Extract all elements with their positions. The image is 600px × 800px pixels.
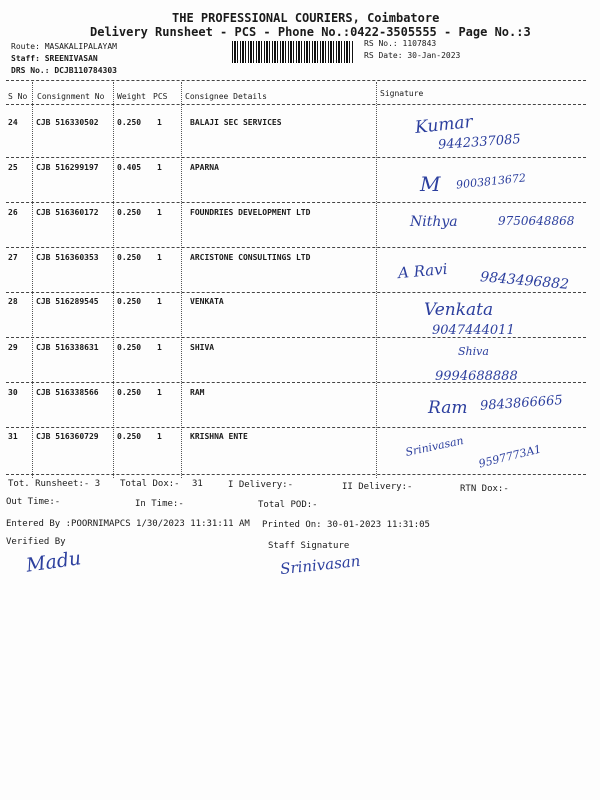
row-rule <box>6 427 586 428</box>
signature-phone-27: 9843496882 <box>479 269 570 293</box>
col-header-signature: Signature <box>380 89 424 98</box>
signature-phone-28: 9047444011 <box>432 323 515 338</box>
signature-phone-29: 9994688888 <box>435 369 518 384</box>
verified-signature: Madu <box>24 547 83 577</box>
signature-phone-31: 9597773A1 <box>477 442 543 471</box>
col-header-consignment: Consignment No <box>37 92 105 101</box>
col-header-consignee: Consignee Details <box>185 92 267 101</box>
staff-signature-label: Staff Signature <box>268 541 350 551</box>
total-pod: Total POD:- <box>258 500 318 510</box>
header-top-rule <box>6 80 586 81</box>
signature-row-31: Srinivasan <box>404 434 465 459</box>
row-sno: 24 <box>8 118 18 127</box>
table-row <box>0 343 600 357</box>
row-weight: 0.250 <box>117 118 142 127</box>
row-rule <box>6 157 586 158</box>
row-sno: 25 <box>8 163 18 172</box>
signature-row-30: Ram <box>428 398 468 418</box>
col-divider <box>376 82 377 478</box>
row-consignment: CJB 516338631 <box>36 343 99 352</box>
row-pcs: 1 <box>157 208 162 217</box>
col-header-sno: S No <box>8 92 28 101</box>
entered-by: Entered By :POORNIMAPCS 1/30/2023 11:31:11 AM <box>6 519 250 529</box>
drs-label: DRS No.: DCJB110784303 <box>11 66 117 75</box>
printed-on: Printed On: 30-01-2023 11:31:05 <box>262 520 430 530</box>
row-weight: 0.250 <box>117 388 142 397</box>
row-sno: 27 <box>8 253 18 262</box>
signature-row-28: Venkata <box>424 300 494 320</box>
signature-phone-30: 9843866665 <box>479 393 564 414</box>
col-header-weight: Weight <box>117 92 146 101</box>
row-pcs: 1 <box>157 163 162 172</box>
verified-by-label: Verified By <box>6 537 66 547</box>
staff-signature: Srinivasan <box>279 551 362 579</box>
row-rule <box>6 202 586 203</box>
rs-number: RS No.: 1107843 <box>364 39 437 48</box>
row-consignment: CJB 516360353 <box>36 253 99 262</box>
out-time: Out Time:- <box>6 497 61 507</box>
row-consignee: BALAJI SEC SERVICES <box>190 118 282 127</box>
table-row <box>0 253 600 267</box>
row-sno: 29 <box>8 343 18 352</box>
row-consignee: APARNA <box>190 163 219 172</box>
row-pcs: 1 <box>157 343 162 352</box>
row-consignee: FOUNDRIES DEVELOPMENT LTD <box>190 208 311 217</box>
row-pcs: 1 <box>157 118 162 127</box>
company-title: THE PROFESSIONAL COURIERS, Coimbatore <box>172 11 440 25</box>
barcode-image <box>232 41 354 63</box>
row-sno: 31 <box>8 432 18 441</box>
signature-phone-25: 9003813672 <box>455 171 527 192</box>
table-bottom-rule <box>6 474 586 475</box>
row-consignment: CJB 516360729 <box>36 432 99 441</box>
signature-phone-24: 9442337085 <box>437 132 522 153</box>
row-sno: 30 <box>8 388 18 397</box>
i-delivery: I Delivery:- <box>228 480 294 490</box>
row-weight: 0.405 <box>117 163 142 172</box>
col-divider <box>32 82 33 478</box>
total-dox-label: Total Dox:- <box>120 479 180 489</box>
total-dox-value: 31 <box>192 479 203 489</box>
row-sno: 26 <box>8 208 18 217</box>
total-runsheet: Tot. Runsheet:- 3 <box>8 479 101 489</box>
rs-date: RS Date: 30-Jan-2023 <box>364 51 461 60</box>
col-divider <box>113 82 114 478</box>
row-rule <box>6 292 586 293</box>
route-label: Route: MASAKALIPALAYAM <box>11 42 117 51</box>
col-header-pcs: PCS <box>153 92 168 101</box>
table-row <box>0 432 600 446</box>
header-bottom-rule <box>6 104 586 105</box>
row-consignment: CJB 516360172 <box>36 208 99 217</box>
row-consignment: CJB 516338566 <box>36 388 99 397</box>
row-weight: 0.250 <box>117 432 142 441</box>
row-pcs: 1 <box>157 297 162 306</box>
row-rule <box>6 247 586 248</box>
row-consignee: KRISHNA ENTE <box>190 432 248 441</box>
signature-row-26: Nithya <box>410 214 458 230</box>
signature-row-25: M <box>420 172 441 196</box>
table-row <box>0 297 600 311</box>
row-weight: 0.250 <box>117 253 142 262</box>
row-pcs: 1 <box>157 253 162 262</box>
row-pcs: 1 <box>157 432 162 441</box>
ii-delivery: II Delivery:- <box>342 482 413 492</box>
signature-row-29: Shiva <box>458 345 489 358</box>
row-consignment: CJB 516299197 <box>36 163 99 172</box>
row-consignee: RAM <box>190 388 205 397</box>
row-consignee: VENKATA <box>190 297 224 306</box>
row-weight: 0.250 <box>117 343 142 352</box>
row-consignee: ARCISTONE CONSULTINGS LTD <box>190 253 311 262</box>
signature-phone-26: 9750648868 <box>498 214 575 228</box>
signature-row-27: A Ravi <box>397 259 449 283</box>
in-time: In Time:- <box>135 499 184 509</box>
row-consignment: CJB 516289545 <box>36 297 99 306</box>
staff-label: Staff: SREENIVASAN <box>11 54 98 63</box>
row-consignee: SHIVA <box>190 343 215 352</box>
row-sno: 28 <box>8 297 18 306</box>
row-weight: 0.250 <box>117 297 142 306</box>
runsheet-subtitle: Delivery Runsheet - PCS - Phone No.:0422-3505555 - Page No.:3 <box>90 25 531 39</box>
row-weight: 0.250 <box>117 208 142 217</box>
rtn-dox: RTN Dox:- <box>460 484 509 494</box>
row-pcs: 1 <box>157 388 162 397</box>
table-row <box>0 118 600 132</box>
col-divider <box>181 82 182 478</box>
signature-row-24: Kumar <box>414 112 474 138</box>
row-consignment: CJB 516330502 <box>36 118 99 127</box>
